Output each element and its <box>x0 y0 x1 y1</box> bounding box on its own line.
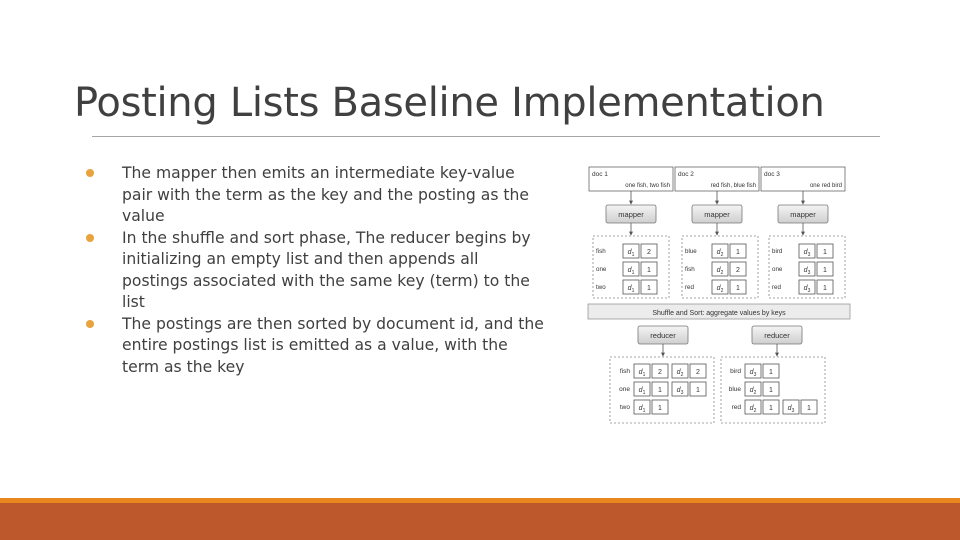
bullet-item <box>82 228 562 314</box>
doc-name: doc 2 <box>678 171 694 178</box>
posting-tf: 1 <box>823 285 827 292</box>
posting-tf: 1 <box>658 405 662 412</box>
posting-tf: 1 <box>696 387 700 394</box>
posting-tf: 1 <box>823 267 827 274</box>
bullet-item <box>82 163 562 228</box>
bullet-line: list <box>122 293 145 311</box>
bullet-dot-icon <box>86 234 94 242</box>
posting-doc: $d_1$ <box>638 387 646 396</box>
posting-tf: 2 <box>658 369 662 376</box>
posting-doc: $d_3$ <box>787 405 795 414</box>
posting-doc: $d_2$ <box>716 267 724 276</box>
posting-doc: $d_3$ <box>803 267 811 276</box>
bullet-line: pair with the term as the key and the posting as the <box>122 185 529 204</box>
posting-doc: $d_1$ <box>627 285 635 294</box>
term-label: blue <box>728 386 741 393</box>
posting-tf: 2 <box>736 267 740 274</box>
posting-tf: 1 <box>736 285 740 292</box>
posting-tf: 1 <box>769 369 773 376</box>
doc-text: one fish, two fish <box>625 183 670 189</box>
posting-doc: $d_3$ <box>749 369 757 378</box>
posting-tf: 1 <box>807 405 811 412</box>
term-label: fish <box>596 248 606 255</box>
doc-text: one red bird <box>809 183 842 189</box>
bullet-line: postings associated with the same key (term) to the <box>122 271 530 290</box>
reducer-label: reducer <box>764 331 790 340</box>
bullet-dot-icon <box>86 320 94 328</box>
term-label: fish <box>685 266 695 273</box>
term-label: bird <box>772 248 783 255</box>
posting-doc: $d_2$ <box>716 249 724 258</box>
term-label: two <box>619 404 630 411</box>
bullet-line: value <box>122 207 165 225</box>
term-label: two <box>596 284 606 291</box>
title-divider <box>92 136 880 137</box>
mapper-label: mapper <box>790 210 816 219</box>
posting-doc: $d_1$ <box>627 267 635 276</box>
bullet-line: initializing an empty list and then appends all <box>122 250 479 268</box>
term-label: one <box>619 386 630 393</box>
bullet-dot-icon <box>86 169 94 177</box>
posting-tf: 1 <box>769 405 773 412</box>
term-label: one <box>596 266 607 273</box>
posting-tf: 1 <box>823 249 827 256</box>
term-label: red <box>731 404 741 411</box>
bullet-line: The postings are then sorted by document id, and the <box>122 314 544 333</box>
bullet-item <box>82 314 562 379</box>
slide-title: Posting Lists Baseline Implementation <box>74 80 825 126</box>
posting-doc: $d_3$ <box>676 387 684 396</box>
posting-tf: 2 <box>696 369 700 376</box>
doc-text: red fish, blue fish <box>710 183 756 189</box>
shuffle-label: Shuffle and Sort: aggregate values by keys <box>652 310 786 317</box>
reducer-label: reducer <box>650 331 676 340</box>
bullet-line: entire postings list is emitted as a value, with the <box>122 336 508 354</box>
posting-doc: $d_2$ <box>676 369 684 378</box>
posting-tf: 2 <box>647 249 651 256</box>
bullet-list <box>82 163 562 378</box>
term-label: red <box>772 284 781 291</box>
term-label: fish <box>619 368 630 375</box>
posting-tf: 1 <box>736 249 740 256</box>
term-label: red <box>685 284 694 291</box>
doc-name: doc 1 <box>592 171 608 178</box>
term-label: blue <box>685 248 697 255</box>
bullet-line: term as the key <box>122 357 245 376</box>
term-label: one <box>772 266 783 273</box>
posting-doc: $d_1$ <box>638 369 646 378</box>
posting-tf: 1 <box>647 267 651 274</box>
posting-doc: $d_2$ <box>749 387 757 396</box>
mapper-label: mapper <box>618 210 644 219</box>
posting-doc: $d_1$ <box>627 249 635 258</box>
posting-tf: 1 <box>769 387 773 394</box>
posting-tf: 1 <box>647 285 651 292</box>
posting-doc: $d_3$ <box>803 285 811 294</box>
mapper-label: mapper <box>704 210 730 219</box>
posting-doc: $d_2$ <box>716 285 724 294</box>
posting-doc: $d_2$ <box>749 405 757 414</box>
term-label: bird <box>730 368 741 375</box>
bullet-line: The mapper then emits an intermediate key-value <box>122 164 515 182</box>
posting-tf: 1 <box>658 387 662 394</box>
posting-doc: $d_1$ <box>638 405 646 414</box>
mapreduce-diagram <box>580 160 860 435</box>
posting-doc: $d_3$ <box>803 249 811 258</box>
footer-bar <box>0 503 960 540</box>
bullet-line: In the shuffle and sort phase, The reducer begins by <box>122 228 531 247</box>
doc-name: doc 3 <box>764 171 780 178</box>
